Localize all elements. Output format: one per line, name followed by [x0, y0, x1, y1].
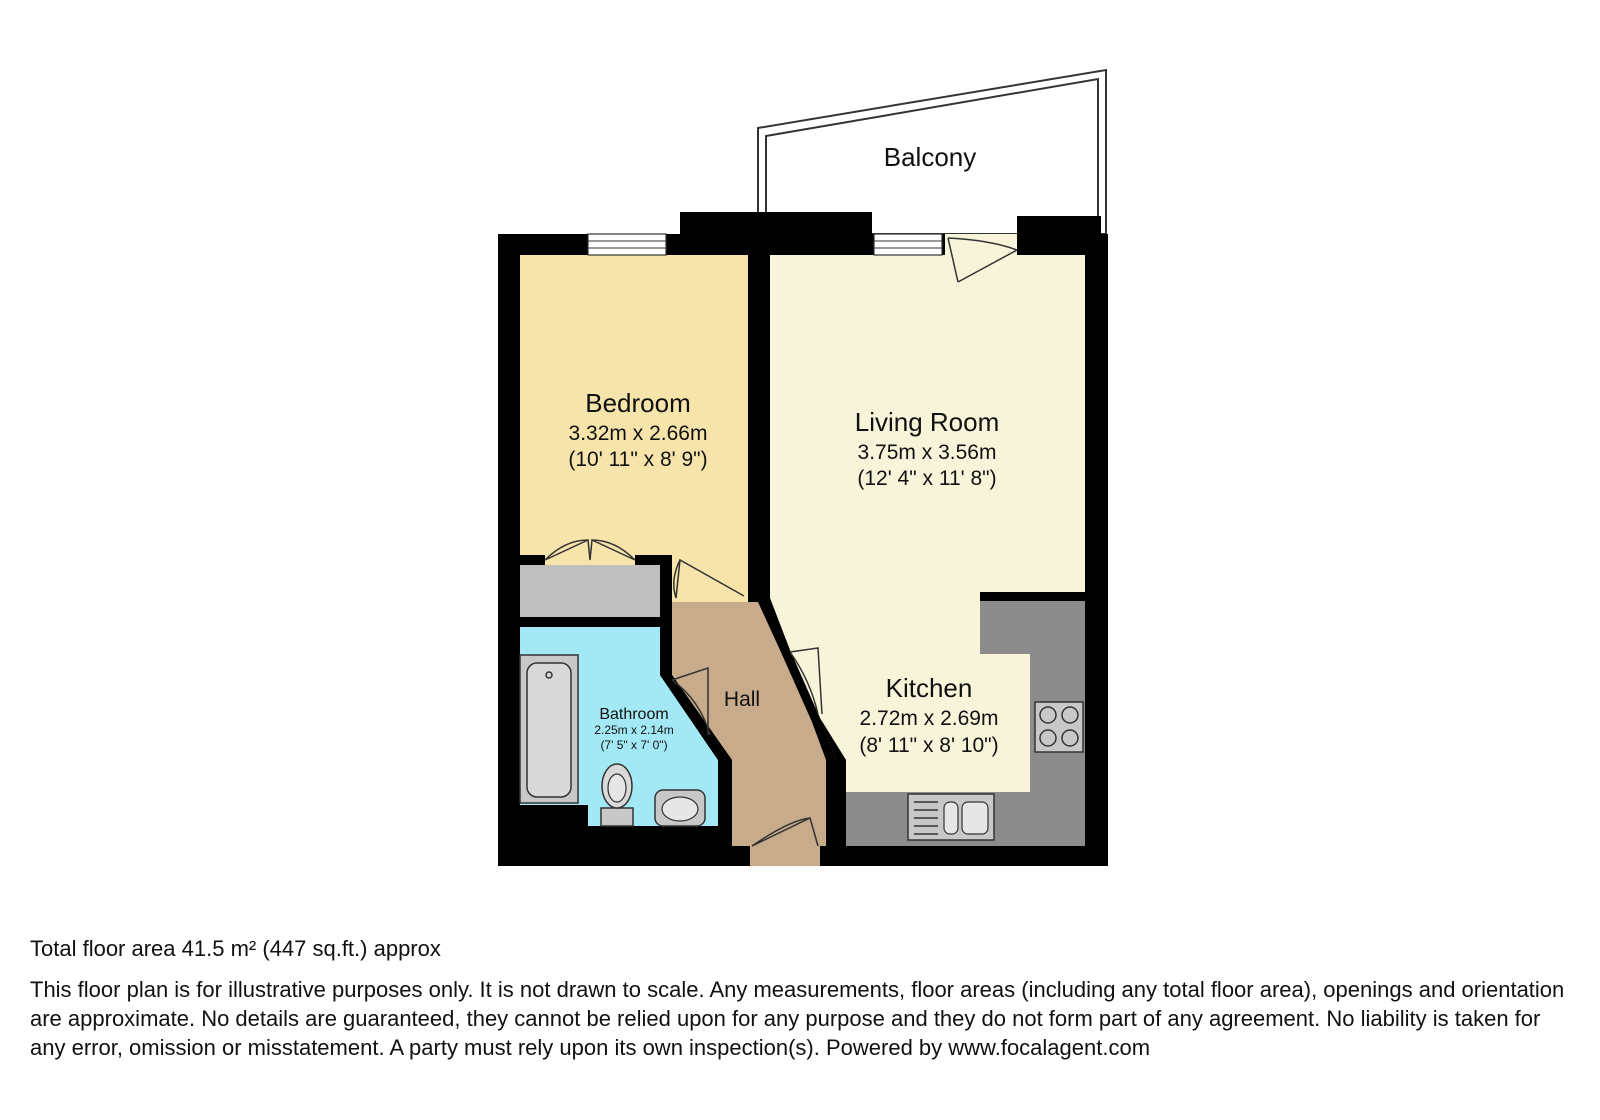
bathroom-metric: 2.25m x 2.14m: [594, 723, 674, 737]
hall-label: Hall: [723, 688, 761, 711]
wardrobe: [520, 565, 660, 617]
bedroom-metric: 3.32m x 2.66m: [568, 422, 708, 445]
bathroom-imperial: (7' 5" x 7' 0"): [600, 738, 668, 752]
toilet: [601, 764, 633, 826]
hob: [1035, 702, 1083, 752]
bedroom-window: [588, 234, 666, 255]
kitchen-label: Kitchen: [885, 673, 973, 703]
living-room-metric: 3.75m x 3.56m: [857, 441, 997, 464]
sink: [908, 794, 994, 840]
total-floor-area: Total floor area 41.5 m² (447 sq.ft.) approx: [30, 936, 441, 961]
living-room-label: Living Room: [854, 407, 1000, 437]
bathroom-label: Bathroom: [599, 706, 669, 723]
disclaimer-text: This floor plan is for illustrative purposes only. It is not drawn to scale. Any measurements, floor areas (including any total floor area), openings and orientation are approximate. No details are guaranteed, they cannot be relied upon for any purpose and they do not form part of any agreement. No liability is taken for any error, omission or misstatement. A party must rely upon its own inspection(s). Powered by www.focalagent.com: [30, 977, 1565, 1060]
kitchen-metric: 2.72m x 2.69m: [859, 707, 999, 730]
footer: [30, 935, 1575, 1062]
bedroom-label: Bedroom: [585, 388, 691, 418]
balcony-label: Balcony: [883, 142, 977, 172]
living-room-imperial: (12' 4" x 11' 8"): [857, 467, 997, 490]
kitchen-imperial: (8' 11" x 8' 10"): [859, 734, 999, 757]
living-room-window: [874, 234, 942, 255]
bedroom-imperial: (10' 11" x 8' 9"): [568, 448, 708, 471]
basin: [655, 790, 705, 826]
